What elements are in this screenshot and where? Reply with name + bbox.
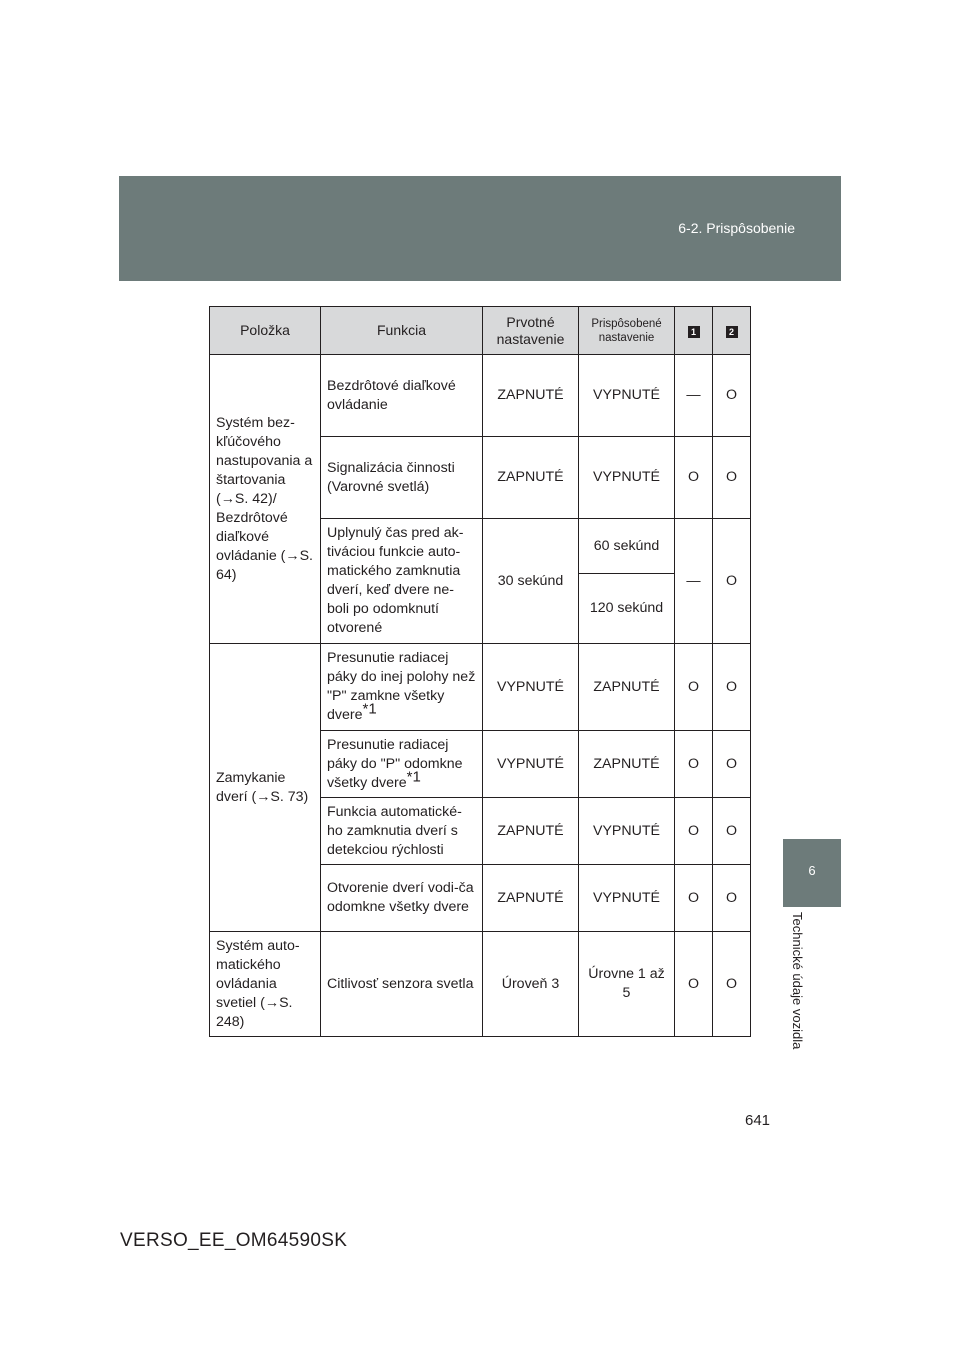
table-header-row bbox=[210, 307, 751, 355]
method-2-badge: 2 bbox=[726, 326, 738, 338]
column-header-method-1 bbox=[675, 307, 713, 355]
method-2-cell: O bbox=[713, 437, 751, 519]
chapter-label: Technické údaje vozidla bbox=[790, 912, 805, 1050]
method-1-cell: — bbox=[675, 355, 713, 437]
footnote-marker: *1 bbox=[362, 700, 377, 718]
default-cell: ZAPNUTÉ bbox=[483, 355, 579, 437]
customization-table bbox=[209, 306, 751, 1037]
custom-cell: VYPNUTÉ bbox=[579, 865, 675, 932]
method-1-badge: 1 bbox=[688, 326, 700, 338]
section-title: 6-2. Prispôsobenie bbox=[678, 220, 795, 236]
function-text: Presunutie radiacej páky do "P" odomkne všetky dvere bbox=[327, 736, 463, 791]
method-2-cell: O bbox=[713, 355, 751, 437]
function-cell: Otvorenie dverí vodi-ča odomkne všetky dvere bbox=[321, 865, 483, 932]
default-cell: ZAPNUTÉ bbox=[483, 865, 579, 932]
item-cell: Systém auto-matického ovládania svetiel (→S. 248) bbox=[210, 932, 321, 1037]
function-cell: Signalizácia činnosti (Varovné svetlá) bbox=[321, 437, 483, 519]
function-cell: Bezdrôtové diaľkové ovládanie bbox=[321, 355, 483, 437]
column-header-method-2 bbox=[713, 307, 751, 355]
function-cell: Funkcia automatické-ho zamknutia dverí s detekciou rýchlosti bbox=[321, 798, 483, 865]
method-2-cell: O bbox=[713, 865, 751, 932]
footnote-marker: *1 bbox=[406, 767, 421, 785]
page-number: 641 bbox=[745, 1112, 771, 1129]
function-cell bbox=[321, 731, 483, 798]
method-1-cell: — bbox=[675, 519, 713, 644]
method-1-cell: O bbox=[675, 437, 713, 519]
default-cell: ZAPNUTÉ bbox=[483, 437, 579, 519]
table-row bbox=[210, 644, 751, 731]
custom-cell: ZAPNUTÉ bbox=[579, 731, 675, 798]
default-cell: Úroveň 3 bbox=[483, 932, 579, 1037]
table-row bbox=[210, 932, 751, 1037]
method-1-cell: O bbox=[675, 932, 713, 1037]
default-cell: VYPNUTÉ bbox=[483, 644, 579, 731]
custom-cell: 60 sekúnd bbox=[579, 519, 675, 574]
method-2-cell: O bbox=[713, 644, 751, 731]
column-header-function: Funkcia bbox=[321, 307, 483, 355]
method-2-cell: O bbox=[713, 519, 751, 644]
default-cell: VYPNUTÉ bbox=[483, 731, 579, 798]
method-1-cell: O bbox=[675, 865, 713, 932]
custom-cell: VYPNUTÉ bbox=[579, 798, 675, 865]
function-cell: Citlivosť senzora svetla bbox=[321, 932, 483, 1037]
method-2-cell: O bbox=[713, 798, 751, 865]
method-1-cell: O bbox=[675, 644, 713, 731]
section-header-band bbox=[119, 176, 841, 281]
item-cell: Systém bez-kľúčového nastupovania a štartovania (→S. 42)/ Bezdrôtové diaľkové ovládanie (→S. 64) bbox=[210, 355, 321, 644]
column-header-default: Prvotné nastavenie bbox=[483, 307, 579, 355]
custom-cell: Úrovne 1 až 5 bbox=[579, 932, 675, 1037]
chapter-number: 6 bbox=[808, 863, 816, 878]
item-cell: Zamykanie dverí (→S. 73) bbox=[210, 644, 321, 932]
column-header-item: Položka bbox=[210, 307, 321, 355]
custom-cell: VYPNUTÉ bbox=[579, 437, 675, 519]
custom-cell: 120 sekúnd bbox=[579, 574, 675, 644]
table-row bbox=[210, 355, 751, 437]
default-cell: 30 sekúnd bbox=[483, 519, 579, 644]
function-cell: Uplynulý čas pred ak-tiváciou funkcie auto-matického zamknutia dverí, keď dvere ne-boli po odomknutí otvorené bbox=[321, 519, 483, 644]
chapter-tab bbox=[783, 839, 841, 907]
method-2-cell: O bbox=[713, 731, 751, 798]
document-code: VERSO_EE_OM64590SK bbox=[120, 1230, 348, 1251]
method-1-cell: O bbox=[675, 731, 713, 798]
method-2-cell: O bbox=[713, 932, 751, 1037]
column-header-custom: Prispôsobené nastavenie bbox=[579, 307, 675, 355]
default-cell: ZAPNUTÉ bbox=[483, 798, 579, 865]
custom-cell: ZAPNUTÉ bbox=[579, 644, 675, 731]
method-1-cell: O bbox=[675, 798, 713, 865]
function-cell bbox=[321, 644, 483, 731]
function-text: Presunutie radiacej páky do inej polohy než "P" zamkne všetky dvere bbox=[327, 650, 476, 723]
custom-cell: VYPNUTÉ bbox=[579, 355, 675, 437]
